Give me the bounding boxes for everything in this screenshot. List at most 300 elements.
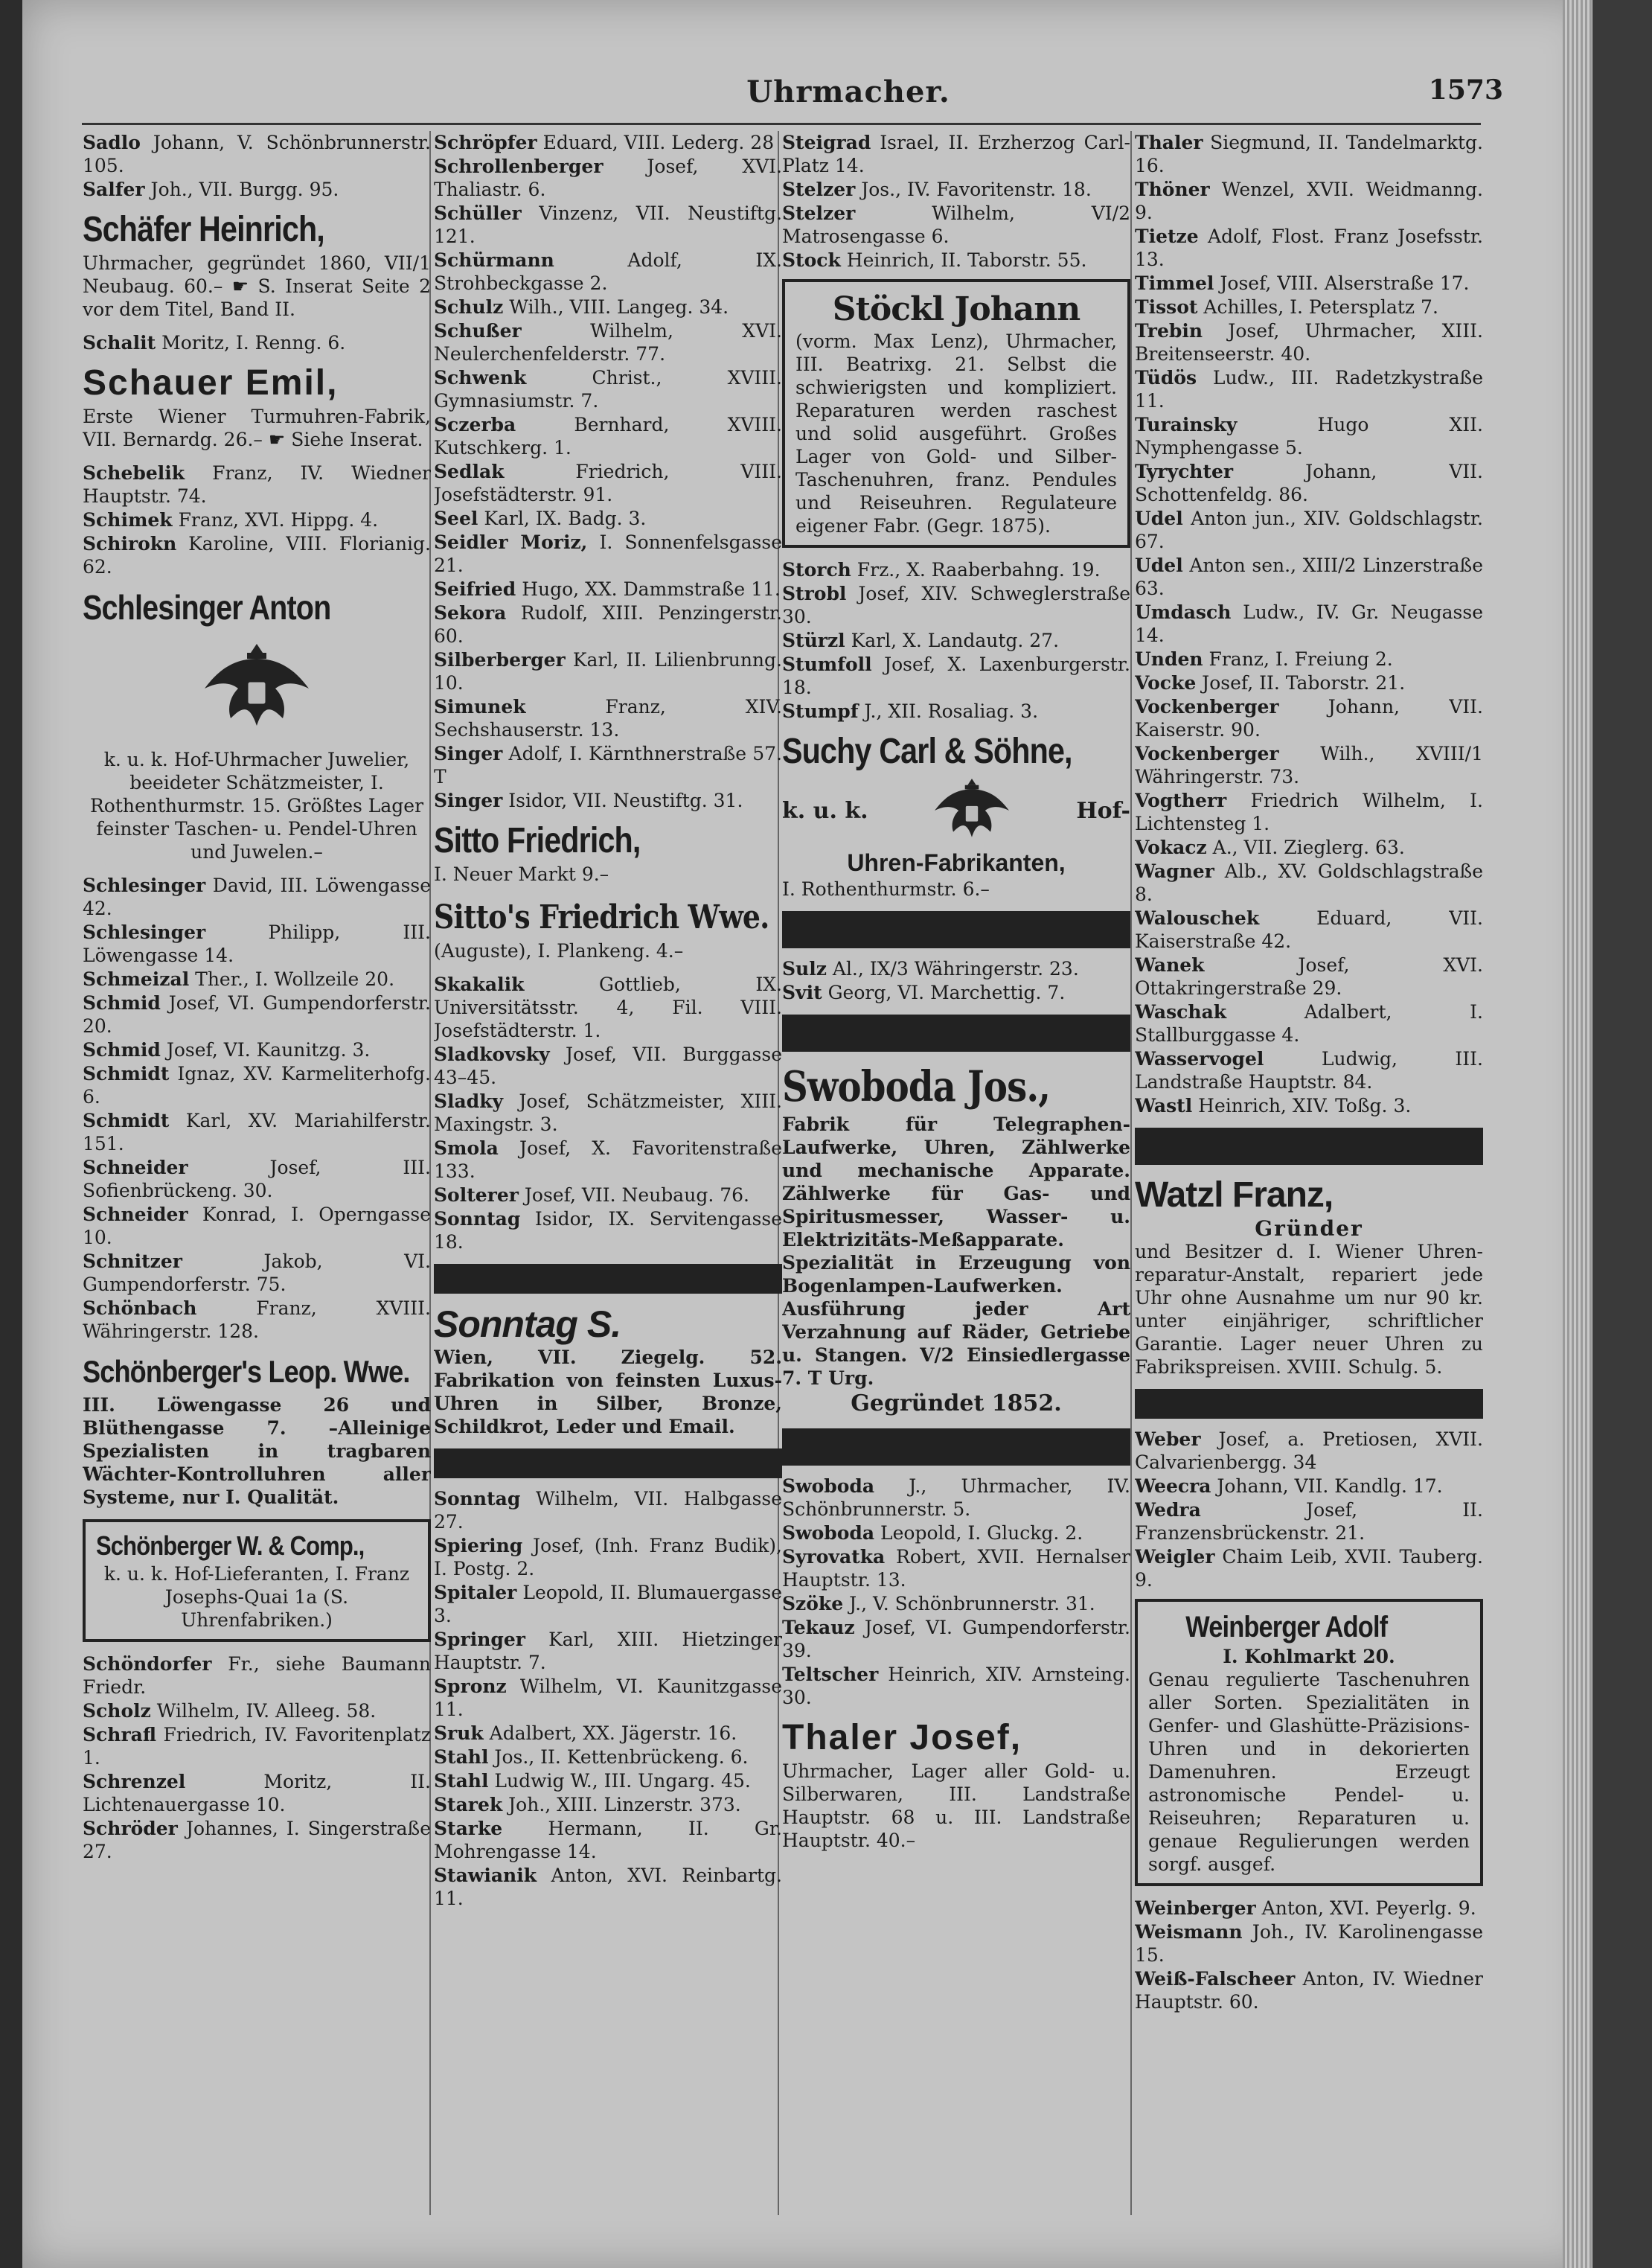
directory-entry	[83, 874, 431, 920]
directory-entry	[1135, 742, 1483, 788]
eagle-row	[782, 773, 1130, 848]
directory-entry	[83, 991, 431, 1038]
entry-name: Seidler Moriz,	[434, 531, 588, 553]
ad-body: (vorm. Max Lenz), Uhrmacher, III. Beatrixg. 21. Selbst die schwierigsten und kompliziert. Reparaturen werden raschest und solid ausgeführt. Großes Lager von Gold- und Silber-Taschenuhren, franz. Pendules und Reiseuhren. Regulateure eigener Fabr. (Gegr. 1875).	[795, 330, 1117, 537]
entry-text: Josef, VII. Burggasse 43–45.	[434, 1044, 782, 1088]
directory-entry	[434, 1487, 782, 1533]
ad-body: Uhrmacher, gegründet 1860, VII/1 Neubaug. 60.– ☛ S. Inserat Seite 2 vor dem Titel, Band II.	[83, 252, 431, 320]
entry-text: Adolf, I. Kärnthnerstraße 57. T	[434, 743, 782, 788]
ad-title: Suchy Carl & Söhne,	[782, 732, 1072, 771]
ad-body: Uhrmacher, Lager aller Gold- u. Silberwaren, III. Landstraße Hauptstr. 68 u. III. Landstraße Hauptstr. 40.–	[782, 1760, 1130, 1851]
entry-text: Heinrich, II. Taborstr. 55.	[840, 249, 1087, 271]
entry-name: Starek	[434, 1794, 503, 1815]
directory-entry	[83, 131, 431, 177]
directory-entry	[1135, 836, 1483, 859]
directory-entry	[782, 981, 1130, 1004]
entry-name: Timmel	[1135, 272, 1214, 294]
directory-entry	[434, 249, 782, 295]
entry-name: Scholz	[83, 1700, 151, 1722]
ad-title: Thaler Josef,	[782, 1718, 1022, 1757]
entry-text: Frz., X. Raaberbahng. 19.	[851, 559, 1101, 581]
directory-entry	[434, 413, 782, 459]
entry-text: Joh., VII. Burgg. 95.	[144, 179, 339, 200]
entry-text: Hugo, XX. Dammstraße 11.	[516, 578, 781, 600]
directory-entry	[782, 629, 1130, 652]
entry-text: Franz, I. Freiung 2.	[1203, 648, 1393, 670]
ad-body: Fabrik für Telegraphen-Laufwerke, Uhren, Zählwerke und mechanische Apparate. Zählwerke für Gas- und Spiritusmesser, Wasser- u. Elektrizitäts-Meßapparate. Spezialität in Erzeugung von Bogenlampen-Laufwerken. Ausführung jeder Art Verzahnung auf Räder, Getriebe u. Stangen. V/2 Einsiedlergasse 7. T Urg.	[782, 1114, 1130, 1389]
entry-name: Schlesinger	[83, 875, 206, 896]
entry-name: Turainsky	[1135, 414, 1238, 435]
directory-entry	[434, 1817, 782, 1863]
entry-text: Al., IX/3 Währingerstr. 23.	[826, 958, 1079, 980]
ad-body: k. u. k. Hof-Uhrmacher Juwelier, beeideter Schätzmeister, I. Rothenthurmstr. 15. Größtes Lager feinster Taschen- u. Pendel-Uhren und Juwelen.–	[89, 749, 424, 863]
entry-text: Achilles, I. Petersplatz 7.	[1197, 296, 1438, 318]
directory-entry	[1135, 1498, 1483, 1545]
entry-name: Singer	[434, 790, 503, 811]
entry-text: Karoline, VIII. Florianig. 62.	[83, 533, 431, 578]
black-bar	[434, 1264, 782, 1294]
entry-text: Adolf, IX. Strohbeckgasse 2.	[434, 249, 782, 294]
entry-group	[782, 957, 1130, 1004]
directory-entry	[782, 1592, 1130, 1615]
directory-entry	[83, 1250, 431, 1296]
entry-name: Weecra	[1135, 1475, 1211, 1497]
ad-subtitle: I. Kohlmarkt 20.	[1223, 1646, 1395, 1667]
entry-text: Adalbert, I. Stallburggasse 4.	[1135, 1001, 1483, 1046]
directory-entry	[434, 1183, 782, 1207]
directory-entry	[434, 507, 782, 530]
entry-name: Tekauz	[782, 1617, 855, 1638]
entry-name: Schönbach	[83, 1297, 197, 1319]
black-bar	[782, 911, 1130, 948]
entry-name: Syrovatka	[782, 1546, 886, 1568]
directory-entry	[434, 1722, 782, 1745]
directory-entry	[434, 1864, 782, 1910]
ad-body: I. Rothenthurmstr. 6.–	[782, 878, 990, 900]
entry-name: Unden	[1135, 648, 1203, 670]
entry-name: Schwenk	[434, 367, 527, 389]
entry-name: Wedra	[1135, 1499, 1201, 1521]
directory-entry	[434, 1628, 782, 1674]
entry-text: Ignaz, XV. Karmeliterhofg. 6.	[83, 1063, 431, 1108]
entry-text: Josef, VI. Gumpendorferstr. 20.	[83, 992, 431, 1037]
directory-entry	[434, 531, 782, 577]
entry-name: Weiß-Falscheer	[1135, 1968, 1296, 1990]
entry-text: Leopold, I. Gluckg. 2.	[874, 1522, 1083, 1544]
entry-text: Bernhard, XVIII. Kutschkerg. 1.	[434, 414, 782, 459]
ad-body: III. Löwengasse 26 und Blüthengasse 7. –Alleinige Spezialisten in tragbaren Wächter-Kontrolluhren aller Systeme, nur I. Qualität.	[83, 1394, 431, 1508]
entry-text: Josef, Schätzmeister, XIII. Maxingstr. 3.	[434, 1090, 782, 1135]
entry-text: Georg, VI. Marchettig. 7.	[822, 982, 1066, 1003]
entry-text: Wilhelm, VI. Kaunitzgasse 11.	[434, 1676, 782, 1720]
directory-entry	[1135, 1094, 1483, 1117]
entry-text: Josef, VI. Kaunitzg. 3.	[160, 1039, 371, 1061]
entry-name: Stumfoll	[782, 654, 872, 675]
eagle-emblem	[83, 636, 431, 741]
entry-name: Stahl	[434, 1746, 489, 1768]
entry-text: Joh., XIII. Linzerstr. 373.	[502, 1794, 741, 1815]
entry-name: Schrafl	[83, 1724, 156, 1745]
entry-name: Wasservogel	[1135, 1048, 1264, 1070]
entry-text: Alb., XV. Goldschlagstraße 8.	[1135, 860, 1483, 905]
entry-text: Josef, XIV. Schweglerstraße 30.	[782, 583, 1130, 627]
ad-title: Sitto's Friedrich Wwe.	[434, 898, 769, 936]
entry-text: Friedrich Wilhelm, I. Lichtensteg 1.	[1135, 790, 1483, 834]
entry-name: Udel	[1135, 508, 1183, 529]
entry-name: Schüller	[434, 202, 522, 224]
directory-entry	[434, 578, 782, 601]
directory-entry	[434, 131, 782, 154]
entry-text: Philipp, III. Löwengasse 14.	[83, 921, 431, 966]
entry-text: Franz, XIV. Sechshauserstr. 13.	[434, 696, 782, 741]
entry-text: Jos., IV. Favoritenstr. 18.	[855, 179, 1092, 200]
page-number: 1573	[1428, 74, 1503, 106]
entry-text: Josef, (Inh. Franz Budik), I. Postg. 2.	[434, 1535, 782, 1579]
ad-swoboda	[782, 1061, 1130, 1418]
entry-text: Hugo XII. Nymphengasse 5.	[1135, 414, 1483, 459]
directory-entry	[1135, 1428, 1483, 1474]
entry-name: Tietze	[1135, 226, 1199, 247]
entry-name: Schimek	[83, 509, 173, 531]
entry-text: Josef, VIII. Alserstraße 17.	[1214, 272, 1470, 294]
entry-text: J., Uhrmacher, IV. Schönbrunnerstr. 5.	[782, 1475, 1130, 1520]
entry-name: Schöndorfer	[83, 1653, 212, 1675]
entry-text: Wilhelm, XVI. Neulerchenfelderstr. 77.	[434, 320, 782, 365]
entry-name: Stock	[782, 249, 841, 271]
entry-name: Spitaler	[434, 1582, 517, 1603]
directory-entry	[434, 1043, 782, 1089]
entry-name: Schmid	[83, 992, 161, 1014]
directory-entry	[1135, 671, 1483, 694]
ad-schauer	[83, 362, 431, 451]
entry-name: Waschak	[1135, 1001, 1227, 1023]
entry-name: Schalit	[83, 332, 156, 354]
entry-text: Adolf, Flost. Franz Josefsstr. 13.	[1135, 226, 1483, 270]
entry-name: Sedlak	[434, 461, 505, 482]
entry-text: Konrad, I. Operngasse 10.	[83, 1204, 431, 1248]
entry-name: Schnitzer	[83, 1250, 182, 1272]
header-rule	[82, 123, 1481, 125]
entry-text: Hermann, II. Gr. Mohrengasse 14.	[434, 1818, 782, 1862]
entry-text: Karl, IX. Badg. 3.	[478, 508, 647, 529]
entry-text: Karl, II. Lilienbrunng. 10.	[434, 649, 782, 694]
entry-name: Vocke	[1135, 672, 1197, 694]
column-3	[782, 131, 1130, 2237]
entry-name: Teltscher	[782, 1664, 879, 1685]
entry-text: Josef, X. Laxenburgerstr. 18.	[782, 654, 1130, 698]
entry-name: Storch	[782, 559, 851, 581]
entry-text: Wenzel, XVII. Weidmanng. 9.	[1135, 179, 1483, 223]
entry-group	[83, 131, 431, 201]
entry-group	[83, 461, 431, 578]
entry-name: Stürzl	[782, 630, 845, 651]
ad-body: Genau regulierte Taschenuhren aller Sorten. Spezialitäten in Genfer- und Glashütte-Präzisions-Uhren und in dekorierten Damenuhren. Erzeugt astronomische Pendel- u. Reiseuhren; Reparaturen u. genaue Regulierungen werden sorgf. ausgef.	[1148, 1669, 1470, 1875]
directory-entry	[434, 1745, 782, 1769]
entry-name: Stahl	[434, 1770, 489, 1792]
ad-title: Schlesinger Anton	[83, 588, 331, 627]
entry-name: Stawianik	[434, 1865, 537, 1886]
ad-title: Schönberger W. & Comp.,	[96, 1530, 365, 1561]
directory-entry	[1135, 1475, 1483, 1498]
entry-group	[434, 973, 782, 1253]
entry-name: Stelzer	[782, 179, 856, 200]
entry-text: David, III. Löwengasse 42.	[83, 875, 431, 919]
ad-stoeckl	[782, 279, 1130, 548]
entry-text: Karl, XV. Mariahilferstr. 151.	[83, 1110, 431, 1154]
ad-title: Schauer Emil,	[83, 363, 339, 403]
directory-entry	[1135, 413, 1483, 459]
entry-name: Schröpfer	[434, 132, 537, 153]
page-header-title: Uhrmacher.	[746, 74, 950, 109]
column-2	[434, 131, 782, 2237]
entry-text: Fr., siehe Baumann Friedr.	[83, 1653, 431, 1698]
entry-text: Karl, X. Landautg. 27.	[845, 630, 1060, 651]
entry-text: Anton, XVI. Peyerlg. 9.	[1255, 1897, 1476, 1919]
directory-entry	[1135, 1967, 1483, 2013]
entry-name: Schmid	[83, 1039, 161, 1061]
ad-body: I. Neuer Markt 9.–	[434, 863, 609, 885]
directory-entry	[434, 366, 782, 412]
directory-entry	[782, 1663, 1130, 1709]
entry-text: Wilhelm, VI/2 Matrosengasse 6.	[782, 202, 1130, 247]
directory-entry	[1135, 695, 1483, 741]
entry-name: Stelzer	[782, 202, 856, 224]
entry-name: Schlesinger	[83, 921, 206, 943]
entry-text: Josef, II. Taborstr. 21.	[1196, 672, 1406, 694]
ad-schoenberger-leop	[83, 1350, 431, 1509]
entry-text: Johannes, I. Singerstraße 27.	[83, 1818, 431, 1862]
entry-name: Tissot	[1135, 296, 1198, 318]
directory-entry	[83, 1699, 431, 1722]
entry-name: Sruk	[434, 1722, 484, 1744]
entry-name: Vockenberger	[1135, 743, 1279, 764]
directory-entry	[434, 1675, 782, 1721]
ad-suchy	[782, 730, 1130, 901]
entry-name: Vokacz	[1135, 837, 1207, 858]
entry-name: Spronz	[434, 1676, 507, 1697]
entry-name: Seifried	[434, 578, 516, 600]
entry-text: Joh., IV. Karolinengasse 15.	[1135, 1921, 1483, 1966]
entry-name: Thöner	[1135, 179, 1210, 200]
entry-text: Ther., I. Wollzeile 20.	[189, 968, 395, 990]
black-bar	[782, 1015, 1130, 1052]
entry-group	[782, 131, 1130, 272]
entry-text: Josef, Uhrmacher, XIII. Breitenseerstr. 40.	[1135, 320, 1483, 365]
entry-text: Josef, VI. Gumpendorferstr. 39.	[782, 1617, 1130, 1661]
black-bar	[782, 1428, 1130, 1466]
entry-text: Anton, IV. Wiedner Hauptstr. 60.	[1135, 1968, 1483, 2013]
entry-name: Wagner	[1135, 860, 1214, 882]
directory-entry	[1135, 1000, 1483, 1047]
directory-entry	[782, 202, 1130, 248]
entry-text: Johann, VII. Kandlg. 17.	[1211, 1475, 1443, 1497]
entry-name: Umdasch	[1135, 601, 1232, 623]
entry-name: Schmidt	[83, 1110, 170, 1131]
ad-title: Sonntag S.	[434, 1303, 621, 1345]
directory-entry	[434, 202, 782, 248]
directory-entry	[434, 1090, 782, 1136]
entry-text: Christ., XVIII. Gymnasiumstr. 7.	[434, 367, 782, 412]
entry-text: Josef, a. Pretiosen, XVII. Calvarienbergg. 34	[1135, 1428, 1483, 1473]
ad-body: k. u. k. Hof-Lieferanten, I. Franz Josephs-Quai 1a (S. Uhrenfabriken.)	[103, 1563, 410, 1631]
ad-thaler	[782, 1716, 1130, 1852]
directory-entry	[1135, 225, 1483, 271]
directory-entry	[1135, 1920, 1483, 1967]
ad-title: Stöckl Johann	[832, 290, 1080, 328]
entry-name: Schmidt	[83, 1063, 170, 1085]
directory-entry	[83, 1652, 431, 1699]
entry-text: Josef, III. Sofienbrückeng. 30.	[83, 1157, 431, 1201]
entry-name: Sekora	[434, 602, 507, 624]
entry-text: Josef, XVI. Thaliastr. 6.	[434, 156, 782, 200]
entry-name: Weber	[1135, 1428, 1201, 1450]
entry-name: Sulz	[782, 958, 827, 980]
ad-subtitle: Uhren-Fabrikanten,	[847, 849, 1066, 876]
entry-text: Wilhelm, VII. Halbgasse 27.	[434, 1488, 782, 1533]
ad-title: Schäfer Heinrich,	[83, 210, 324, 249]
entry-text: Wilh., XVIII/1 Währingerstr. 73.	[1135, 743, 1483, 788]
ad-subtitle: Gründer	[1255, 1216, 1363, 1241]
entry-name: Swoboda	[782, 1475, 875, 1497]
directory-entry	[1135, 907, 1483, 953]
directory-entry	[782, 1475, 1130, 1521]
entry-text: Vinzenz, VII. Neustiftg. 121.	[434, 202, 782, 247]
entry-name: Vogtherr	[1135, 790, 1227, 811]
entry-name: Seel	[434, 508, 478, 529]
entry-group	[1135, 1428, 1483, 1591]
entry-text: Friedrich, IV. Favoritenplatz 1.	[83, 1724, 431, 1769]
entry-text: Franz, XVIII. Währingerstr. 128.	[83, 1297, 431, 1342]
entry-name: Skakalik	[434, 974, 525, 995]
entry-text: Eduard, VII. Kaiserstraße 42.	[1135, 907, 1483, 952]
entry-name: Wastl	[1135, 1095, 1193, 1117]
ad-founded: Gegründet 1852.	[851, 1390, 1062, 1416]
directory-entry	[1135, 319, 1483, 365]
entry-name: Weigler	[1135, 1546, 1215, 1568]
directory-entry	[83, 1770, 431, 1816]
entry-text: Rudolf, XIII. Penzingerstr. 60.	[434, 602, 782, 647]
entry-text: Anton, XVI. Reinbartg. 11.	[434, 1865, 782, 1909]
directory-entry	[434, 460, 782, 506]
entry-group	[1135, 1897, 1483, 2013]
entry-name: Weinberger	[1135, 1897, 1256, 1919]
ad-right-label: Hof-	[1076, 797, 1130, 824]
directory-entry	[434, 1137, 782, 1183]
column-1	[83, 131, 431, 2237]
directory-entry	[1135, 860, 1483, 906]
entry-name: Salfer	[83, 179, 145, 200]
entry-name: Schmeizal	[83, 968, 190, 990]
entry-text: Isidor, VII. Neustiftg. 31.	[502, 790, 743, 811]
ad-sonntag	[434, 1303, 782, 1438]
ad-title: Watzl Franz,	[1135, 1175, 1334, 1215]
entry-text: Josef, XVI. Ottakringerstraße 29.	[1135, 954, 1483, 999]
entry-group	[434, 131, 782, 812]
directory-entry	[434, 973, 782, 1042]
directory-entry	[782, 1545, 1130, 1591]
entry-name: Stumpf	[782, 700, 859, 722]
entry-name: Schrollenberger	[434, 156, 604, 177]
entry-text: Ludw., III. Radetzkystraße 11.	[1135, 367, 1483, 412]
directory-entry	[782, 1521, 1130, 1545]
entry-name: Schröder	[83, 1818, 178, 1839]
ad-weinberger-adolf	[1135, 1599, 1483, 1886]
entry-group	[83, 1652, 431, 1863]
entry-name: Schrenzel	[83, 1771, 186, 1792]
entry-name: Svit	[782, 982, 822, 1003]
directory-entry	[83, 1062, 431, 1108]
entry-name: Sadlo	[83, 132, 141, 153]
directory-entry	[83, 461, 431, 508]
entry-text: Franz, IV. Wiedner Hauptstr. 74.	[83, 462, 431, 507]
directory-entry	[83, 921, 431, 967]
directory-entry	[83, 1203, 431, 1249]
directory-entry	[1135, 296, 1483, 319]
ad-schaefer	[83, 208, 431, 321]
entry-name: Spiering	[434, 1535, 523, 1556]
entry-text: Franz, XVI. Hippg. 4.	[172, 509, 379, 531]
directory-entry	[1135, 1047, 1483, 1093]
ad-sitto	[434, 820, 782, 886]
entry-name: Solterer	[434, 1184, 519, 1206]
directory-entry	[1135, 460, 1483, 506]
entry-name: Trebin	[1135, 320, 1203, 342]
entry-text: Israel, II. Erzherzog Carl-Platz 14.	[782, 132, 1130, 176]
directory-entry	[83, 1156, 431, 1202]
entry-text: Anton jun., XIV. Goldschlagstr. 67.	[1135, 508, 1483, 552]
entry-text: Moritz, I. Renng. 6.	[156, 332, 346, 354]
entry-text: I. Sonnenfelsgasse 21.	[434, 531, 782, 576]
black-bar	[1135, 1389, 1483, 1419]
directory-entry	[434, 648, 782, 694]
entry-name: Swoboda	[782, 1522, 875, 1544]
directory-entry	[83, 178, 431, 201]
entry-name: Sladky	[434, 1090, 504, 1112]
directory-entry	[782, 957, 1130, 980]
entry-name: Silberberger	[434, 649, 566, 671]
entry-text: A., VII. Zieglerg. 63.	[1206, 837, 1405, 858]
entry-name: Udel	[1135, 555, 1183, 576]
entry-text: Josef, X. Favoritenstraße 133.	[434, 1137, 782, 1182]
entry-name: Springer	[434, 1629, 525, 1650]
entry-name: Wanek	[1135, 954, 1205, 976]
entry-text: Leopold, II. Blumauergasse 3.	[434, 1582, 782, 1626]
ad-body: Wien, VII. Ziegelg. 52. Fabrikation von feinsten Luxus-Uhren in Silber, Bronze, Schildkrot, Leder und Email.	[434, 1347, 782, 1437]
entry-name: Thaler	[1135, 132, 1203, 153]
directory-entry	[1135, 178, 1483, 224]
directory-entry	[83, 1297, 431, 1343]
ad-title: Schönberger's Leop. Wwe.	[83, 1354, 410, 1389]
directory-entry	[434, 1793, 782, 1816]
directory-entry	[434, 1534, 782, 1580]
directory-entry	[434, 601, 782, 648]
entry-name: Schirokn	[83, 533, 177, 555]
directory-entry	[83, 1723, 431, 1769]
directory-entry	[434, 742, 782, 788]
black-bar	[434, 1448, 782, 1478]
directory-entry	[434, 1207, 782, 1253]
entry-name: Singer	[434, 743, 503, 764]
entry-text: Adalbert, XX. Jägerstr. 16.	[483, 1722, 737, 1744]
entry-name: Tyrychter	[1135, 461, 1234, 482]
entry-text: Eduard, VIII. Lederg. 28	[537, 132, 775, 153]
entry-text: Ludw., IV. Gr. Neugasse 14.	[1135, 601, 1483, 646]
directory-entry	[782, 131, 1130, 177]
directory-entry	[1135, 648, 1483, 671]
entry-text: Moritz, II. Lichtenauergasse 10.	[83, 1771, 431, 1815]
entry-text: Jakob, VI. Gumpendorferstr. 75.	[83, 1250, 431, 1295]
page-edge	[1563, 0, 1592, 2268]
